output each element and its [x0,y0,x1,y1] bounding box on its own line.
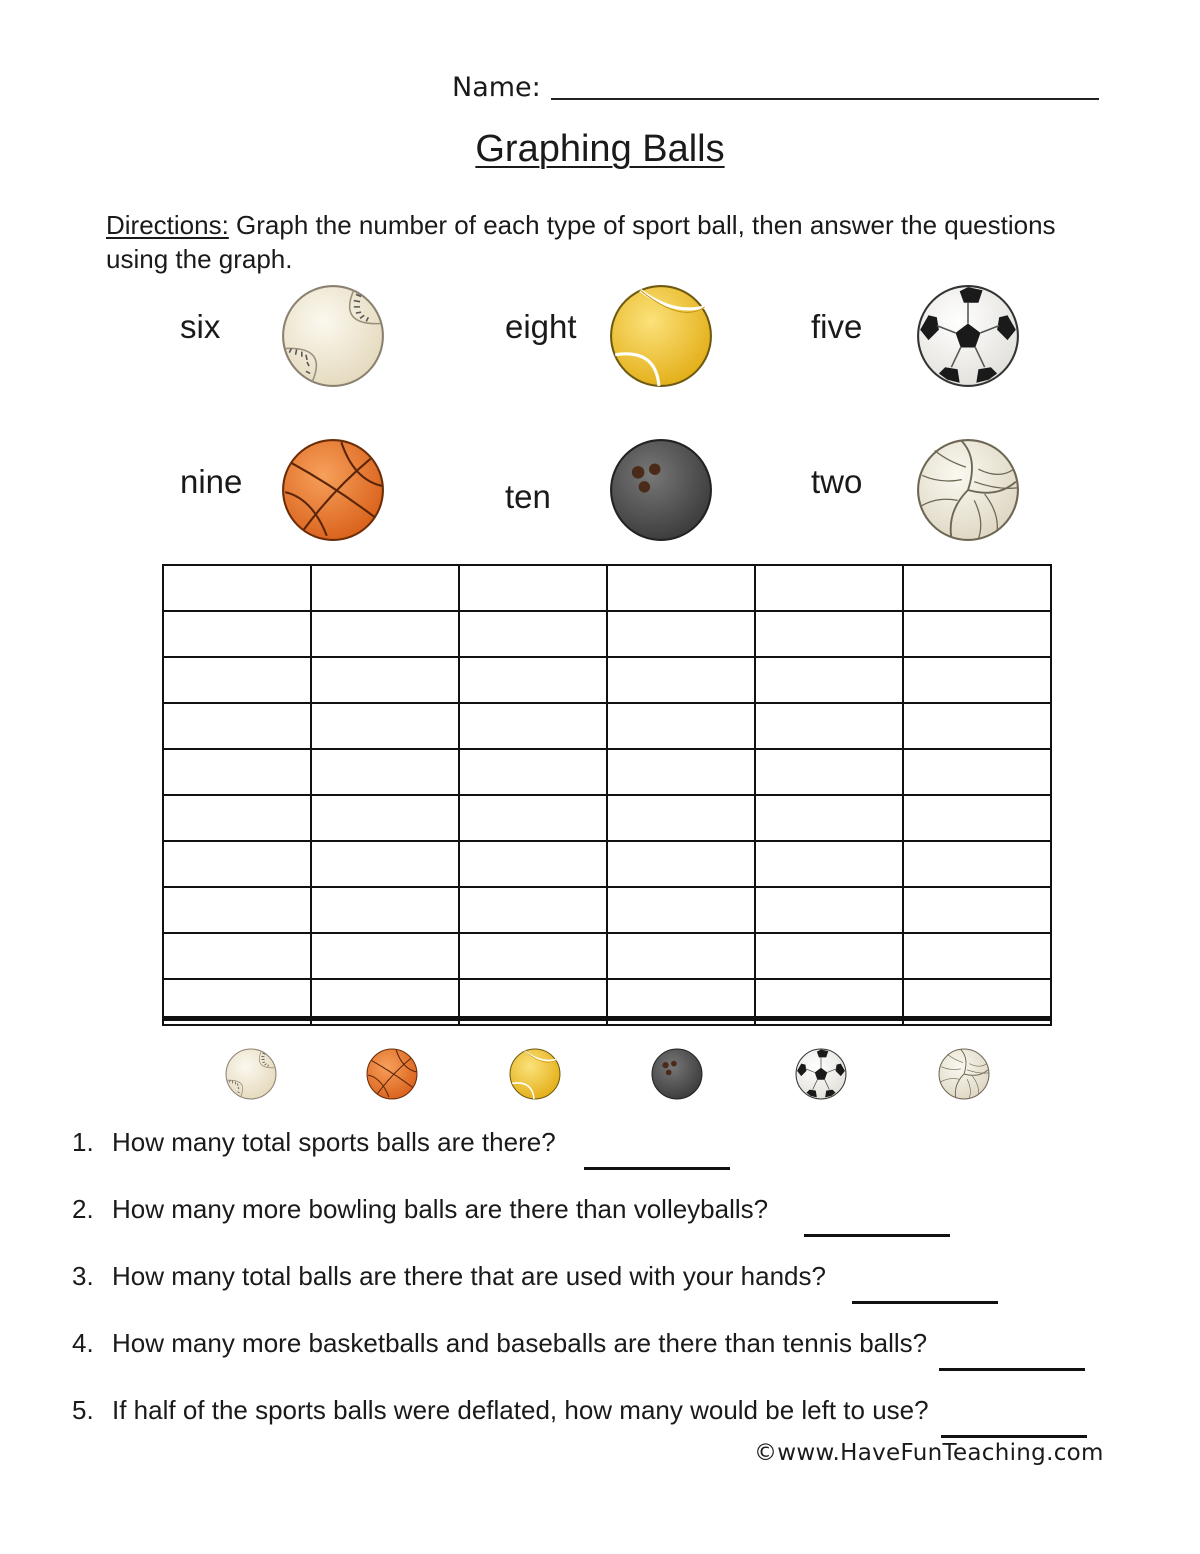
graph-cell[interactable] [903,565,1051,611]
question-number: 5. [72,1395,94,1425]
graph-cell[interactable] [163,611,311,657]
graph-cell[interactable] [607,749,755,795]
graph-cell[interactable] [311,611,459,657]
graph-cell[interactable] [459,933,607,979]
graph-cell[interactable] [755,887,903,933]
graph-cell[interactable] [163,933,311,979]
graph-cell[interactable] [163,795,311,841]
graph-cell[interactable] [755,565,903,611]
graph-row [163,611,1051,657]
graph-cell[interactable] [607,933,755,979]
graph-cell[interactable] [903,611,1051,657]
graph-row [163,841,1051,887]
count-volleyball-word: two [811,463,863,500]
graph-cell[interactable] [163,749,311,795]
question-number: 3. [72,1261,94,1291]
answer-line-2[interactable] [804,1234,950,1237]
graph-cell[interactable] [311,703,459,749]
directions-text: Graph the number of each type of sport ball, then answer the questions using the graph. [106,210,1056,274]
graph-cell[interactable] [903,703,1051,749]
graph-cell[interactable] [903,749,1051,795]
graph-cell[interactable] [755,657,903,703]
graph-cell[interactable] [163,841,311,887]
graph-cell[interactable] [755,611,903,657]
answer-line-5[interactable] [941,1435,1087,1438]
graph-cell[interactable] [755,795,903,841]
answer-line-3[interactable] [852,1301,998,1304]
graph-cell[interactable] [163,565,311,611]
count-baseball-word: six [180,308,221,345]
question-text: If half of the sports balls were deflated, how many would be left to use? [112,1395,929,1425]
soccer-ball-icon [916,284,1020,388]
directions [106,208,1066,276]
question-1 [72,1127,730,1158]
graph-cell[interactable] [459,841,607,887]
graph-grid [162,564,1052,1026]
directions-label: Directions: [106,210,229,240]
question-text: How many more bowling balls are there than volleyballs? [112,1194,769,1224]
graph-cell[interactable] [311,841,459,887]
graph-table [162,564,1052,1026]
graph-row [163,887,1051,933]
name-blank-line [551,70,1099,100]
graph-cell[interactable] [607,565,755,611]
column-bowling-ball-icon [651,1048,703,1100]
graph-cell[interactable] [459,565,607,611]
graph-cell[interactable] [311,749,459,795]
title-text: Graphing Balls [475,128,725,170]
question-number: 1. [72,1127,94,1157]
question-number: 2. [72,1194,94,1224]
graph-cell[interactable] [459,795,607,841]
question-4 [72,1328,1085,1359]
graph-cell[interactable] [459,657,607,703]
graph-cell[interactable] [903,795,1051,841]
graph-cell[interactable] [163,887,311,933]
graph-baseline [162,1016,1051,1021]
basketball-icon [281,438,385,542]
question-text: How many total balls are there that are used with your hands? [112,1261,826,1291]
graph-row [163,657,1051,703]
copyright-footer: ©www.HaveFunTeaching.com [754,1440,1104,1466]
graph-row [163,933,1051,979]
answer-line-4[interactable] [939,1368,1085,1371]
question-text: How many more basketballs and baseballs are there than tennis balls? [112,1328,928,1358]
graph-cell[interactable] [311,795,459,841]
graph-cell[interactable] [311,657,459,703]
graph-cell[interactable] [163,657,311,703]
graph-cell[interactable] [459,887,607,933]
graph-cell[interactable] [163,703,311,749]
graph-row [163,749,1051,795]
graph-cell[interactable] [459,611,607,657]
graph-cell[interactable] [607,841,755,887]
graph-row [163,795,1051,841]
graph-cell[interactable] [903,841,1051,887]
worksheet-title [0,128,1200,171]
name-label: Name: [452,72,541,103]
column-tennis-ball-icon [509,1048,561,1100]
graph-cell[interactable] [755,703,903,749]
question-3 [72,1261,998,1292]
count-tennis-word: eight [505,308,577,345]
volleyball-icon [916,438,1020,542]
graph-cell[interactable] [459,749,607,795]
count-soccer-word: five [811,308,863,345]
question-number: 4. [72,1328,94,1358]
column-volleyball-icon [938,1048,990,1100]
name-field-row [452,70,1099,103]
graph-cell[interactable] [903,657,1051,703]
question-5 [72,1395,1087,1426]
question-2 [72,1194,950,1225]
column-soccer-ball-icon [795,1048,847,1100]
graph-cell[interactable] [607,795,755,841]
graph-cell[interactable] [755,841,903,887]
graph-cell[interactable] [311,933,459,979]
graph-cell[interactable] [903,887,1051,933]
bowling-ball-icon [609,438,713,542]
graph-cell[interactable] [607,703,755,749]
graph-cell[interactable] [311,887,459,933]
graph-cell[interactable] [755,749,903,795]
count-basketball-word: nine [180,463,243,500]
graph-cell[interactable] [903,933,1051,979]
graph-cell[interactable] [755,933,903,979]
graph-cell[interactable] [607,611,755,657]
count-bowling-word: ten [505,478,551,515]
graph-row [163,703,1051,749]
column-baseball-icon [225,1048,277,1100]
graph-cell[interactable] [607,887,755,933]
graph-row [163,565,1051,611]
graph-cell[interactable] [459,703,607,749]
graph-cell[interactable] [607,657,755,703]
baseball-icon [281,284,385,388]
column-basketball-icon [366,1048,418,1100]
tennis-ball-icon [609,284,713,388]
answer-line-1[interactable] [584,1167,730,1170]
question-text: How many total sports balls are there? [112,1127,556,1157]
graph-cell[interactable] [311,565,459,611]
